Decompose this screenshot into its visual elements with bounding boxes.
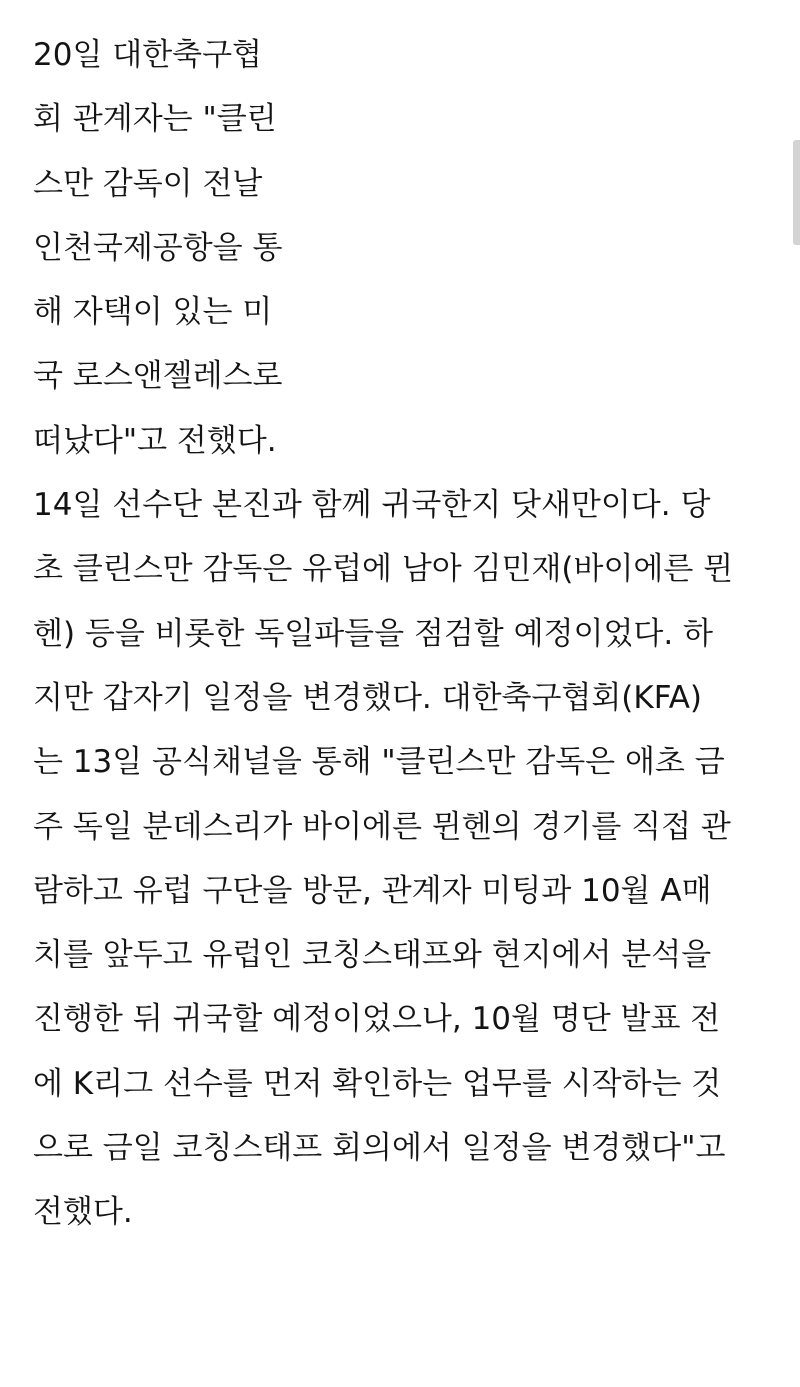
text-line: 지만 갑자기 일정을 변경했다. 대한축구협회(KFA) <box>33 679 703 716</box>
text-line: 국 로스앤젤레스로 <box>33 358 283 395</box>
scrollbar-thumb[interactable] <box>793 140 800 245</box>
text-line: 에 K리그 선수를 먼저 확인하는 업무를 시작하는 것 <box>33 1065 722 1102</box>
text-line: 해 자택이 있는 미 <box>33 294 273 331</box>
paragraph-2 <box>33 473 793 1245</box>
paragraph-1 <box>33 23 793 473</box>
text-line: 으로 금일 코칭스태프 회의에서 일정을 변경했다"고 <box>33 1130 726 1167</box>
text-line: 회 관계자는 "클린 <box>33 101 277 138</box>
text-line: 20일 대한축구협 <box>33 37 262 73</box>
text-line: 람하고 유럽 구단을 방문, 관계자 미팅과 10월 A매 <box>33 872 712 909</box>
text-line: 헨) 등을 비롯한 독일파들을 점검할 예정이었다. 하 <box>33 615 713 652</box>
text-line: 전했다. <box>33 1194 133 1231</box>
text-line: 는 13일 공식채널을 통해 "클린스만 감독은 애초 금 <box>33 744 725 781</box>
text-line: 14일 선수단 본진과 함께 귀국한지 닷새만이다. 당 <box>33 487 711 524</box>
text-line: 떠났다"고 전했다. <box>33 422 277 459</box>
article-body <box>33 23 793 1245</box>
text-line: 인천국제공항을 통 <box>33 229 283 266</box>
text-line: 스만 감독이 전날 <box>33 165 263 202</box>
text-line: 주 독일 분데스리가 바이에른 뮌헨의 경기를 직접 관 <box>33 808 731 845</box>
text-line: 치를 앞두고 유럽인 코칭스태프와 현지에서 분석을 <box>33 937 712 974</box>
text-line: 초 클린스만 감독은 유럽에 남아 김민재(바이에른 뮌 <box>33 551 734 588</box>
text-line: 진행한 뒤 귀국할 예정이었으나, 10월 명단 발표 전 <box>33 1001 721 1038</box>
